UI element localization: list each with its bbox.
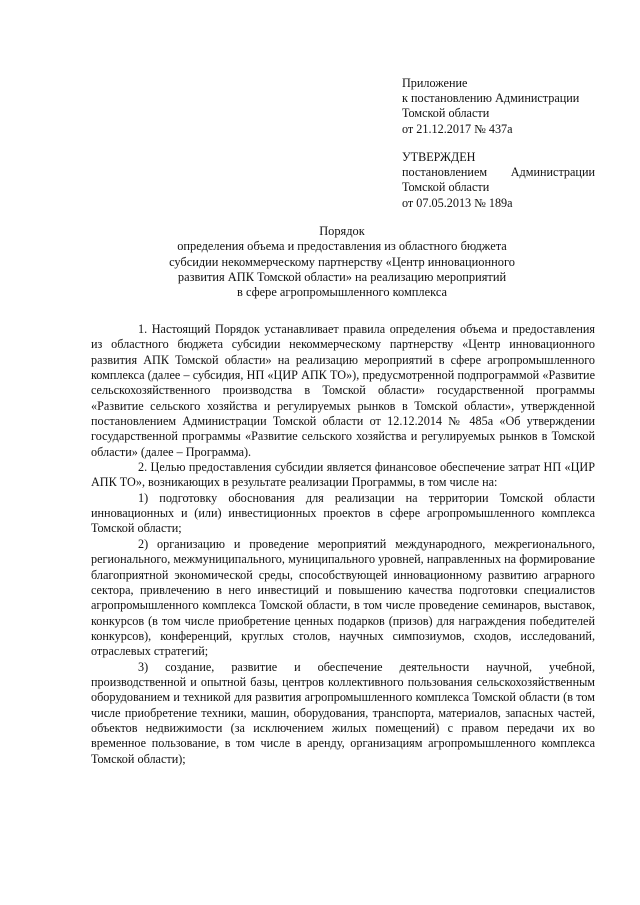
approved-line-2b: Администрации bbox=[510, 165, 595, 180]
document-title bbox=[120, 224, 564, 300]
appendix-line-3: Томской области bbox=[402, 106, 490, 121]
paragraph-2: 2. Целью предоставления субсидии является финансовое обеспечение затрат НП «ЦИР АПК ТО», возникающих в результате реализации Программы, в том числе на: bbox=[91, 460, 595, 490]
title-line-4: развития АПК Томской области» на реализацию мероприятий bbox=[177, 269, 507, 284]
title-line-2: определения объема и предоставления из областного бюджета bbox=[177, 239, 507, 254]
approved-line-2 bbox=[402, 165, 595, 180]
approved-line-4: от 07.05.2013 № 189а bbox=[402, 195, 513, 210]
title-line-5: в сфере агропромышленного комплекса bbox=[237, 285, 447, 300]
appendix-line-4: от 21.12.2017 № 437а bbox=[402, 121, 513, 136]
appendix-line-1: Приложение bbox=[402, 76, 468, 90]
approved-block bbox=[402, 150, 612, 211]
title-line-3: субсидии некоммерческому партнерству «Центр инновационного bbox=[169, 254, 515, 269]
paragraph-1: 1. Настоящий Порядок устанавливает правила определения объема и предоставления из областного бюджета субсидии некоммерческому партнерству «Центр инновационного развития АПК Томской области» на реализацию мероприятий в сфере агропромышленного комплекса (далее – субсидия, НП «ЦИР АПК ТО»), предусмотренной подпрограммой «Развитие сельскохозяйственного производства в Томской области» государственной программы «Развитие сельского хозяйства и регулируемых рынков в Томской области», утвержденной постановлением Администрации Томской области от 12.12.2014 № 485а «Об утверждении государственной программы «Развитие сельского хозяйства и регулируемых рынков в Томской области» (далее – Программа). bbox=[91, 322, 595, 459]
paragraph-item-1: 1) подготовку обоснования для реализации на территории Томской области инновационных и (или) инвестиционных проектов в сфере агропромышленного комплекса Томской области; bbox=[91, 490, 595, 536]
document-body bbox=[91, 322, 595, 767]
appendix-block bbox=[402, 76, 612, 137]
paragraph-item-2: 2) организацию и проведение мероприятий международного, межрегионального, регионального, межмуниципального, муниципального уровней, направленных на формирование благоприятной экономической среды, способствующей инновационному развитию аграрного сектора, привлечению в него инвестиций и повышению качества подготовки специалистов агропромышленного комплекса Томской области, в том числе проведение семинаров, выставок, конкурсов (в том числе приобретение ценных подарков (призов) для награждения победителей конкурсов), конференций, круглых столов, научных симпозиумов, сходов, исследований, отраслевых стратегий; bbox=[91, 536, 595, 659]
title-line-1: Порядок bbox=[319, 224, 365, 238]
paragraph-item-3: 3) создание, развитие и обеспечение деятельности научной, учебной, производственной и опытной базы, центров коллективного пользования сельскохозяйственным оборудованием и техникой для развития агропромышленного комплекса Томской области (в том числе приобретение техники, машин, оборудования, транспорта, материалов, запасных частей, объектов недвижимости (за исключением жилых помещений) с правом передачи их во временное пользование, в том числе в аренду, организациям агропромышленного комплекса Томской области); bbox=[91, 659, 595, 766]
approved-line-1: УТВЕРЖДЕН bbox=[402, 150, 476, 164]
approved-line-3: Томской области bbox=[402, 180, 490, 195]
appendix-line-2: к постановлению Администрации bbox=[402, 91, 580, 106]
approved-line-2a: постановлением bbox=[402, 165, 488, 180]
